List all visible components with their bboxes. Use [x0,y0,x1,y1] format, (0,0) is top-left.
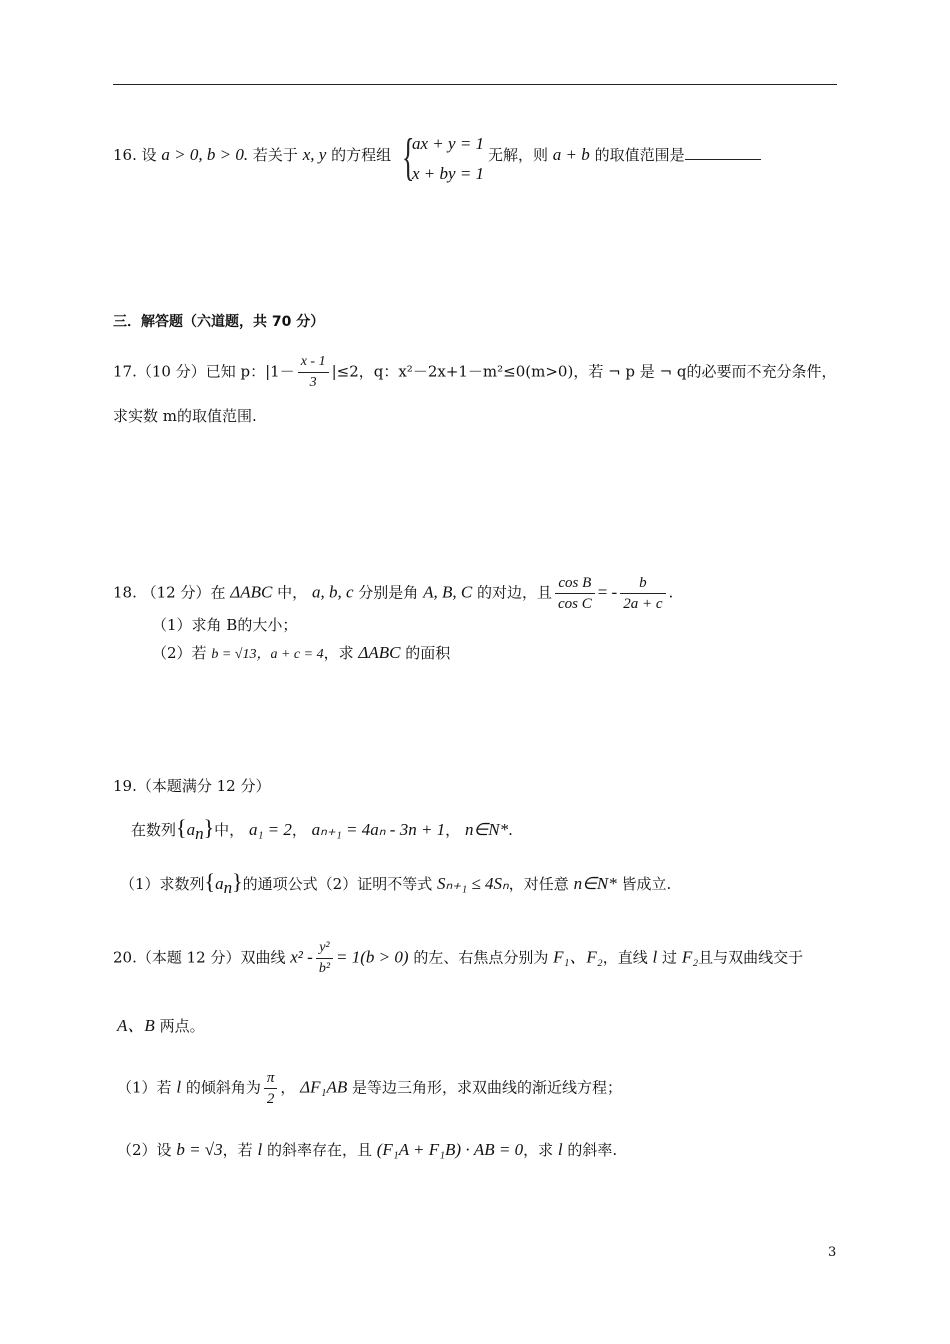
q20-foci: F₁、F₂ [553,947,603,967]
q18-part-2-text-2: ，求 [323,644,354,662]
q20-part-2 [117,1139,617,1161]
q20-hyperbola-rhs: = 1(b > 0) [336,947,409,967]
q18-text-1: 中， [277,583,308,602]
q18-part-2-triangle: ΔABC [358,643,401,662]
q20-part-1-l: l [176,1077,182,1097]
q19-comma-1: ， [291,821,307,839]
q20-hyperbola-numerator: y² [316,938,333,959]
q18-text-3: 的对边，且 [476,583,552,602]
q20-line-2-text: 两点。 [159,1017,205,1035]
q19-text-2: 中， [214,821,245,839]
q16-text-2: 的方程组 [331,146,392,164]
q20-part-1 [117,1068,622,1109]
page-number: 3 [828,1245,837,1260]
q19-sequence: a [186,820,196,839]
q20-part-2-text-5: 的斜率. [567,1141,618,1159]
q19-left-brace-2: { [204,869,216,894]
q18-fraction-2-numerator: b [620,573,665,594]
q17-line-2: 求实数 m的取值范围. [113,407,257,425]
q18-text-2: 分别是角 [358,583,419,602]
q19-part-2-text: 的通项公式（2）证明不等式 [242,875,433,893]
q19-line-1: 在数列$\{a_n\}$中， a₁ = 2， aₙ₊₁ = 4aₙ - 3n + 1， n∈N*. [131,815,513,843]
q16-text-4: 的取值范围是 [594,146,685,164]
q16-brace: { [402,129,415,186]
q18-angles: A, B, C [423,582,473,602]
q18-triangle: ΔABC [230,582,273,602]
q20-hyperbola-denominator: b² [318,961,331,976]
question-17 [113,352,837,393]
q18-fraction-1-denominator: cos C [557,596,592,612]
q20-text-1: 的左、右焦点分别为 [413,948,549,967]
q18-end: . [668,583,674,602]
q17-fraction-numerator: x - 1 [298,352,329,373]
q18-head: 18. （12 分）在 [113,583,226,602]
q19-period: . [508,821,513,839]
q20-hyperbola-x: x² - [290,947,313,967]
q19-domain: n∈N* [464,820,509,839]
q19-left-brace: { [176,815,187,840]
q20-angle-fraction [264,1068,278,1109]
q19-line-2: （1）求数列$\{a_n\}$的通项公式（2）证明不等式 Sₙ₊₁ ≤ 4Sₙ，对任意 n∈N* 皆成立. [120,869,672,897]
q20-text-2: ，直线 [602,948,648,967]
question-20 [113,938,803,979]
q16-vars: x, y [302,145,327,164]
q20-head: 20.（本题 12 分）双曲线 [113,948,286,967]
q19-sequence-2: a [215,874,224,893]
q20-part-2-l-2: l [557,1140,563,1159]
q19-text-3: ，对任意 [508,875,569,893]
q16-condition: a > 0, b > 0. [161,145,249,164]
q20-part-2-text-1: （2）设 [117,1141,172,1159]
q20-points: A、B [117,1016,155,1035]
q17-fraction-denominator: 3 [309,375,317,390]
q20-text-4: 且与双曲线交于 [698,948,804,967]
q18-sides: a, b, c [311,582,354,602]
q18-fraction-2-denominator: 2a + c [623,596,663,612]
q17-text-1: 17.（10 分）已知 p：|1－ [113,362,295,381]
q18-fraction-1-numerator: cos B [555,573,595,594]
q20-hyperbola-fraction [316,938,333,979]
q18-part-2 [152,642,450,666]
q20-angle-numerator: π [264,1068,278,1089]
q20-part-2-text-4: ，求 [523,1141,554,1159]
q19-right-brace-2: } [232,869,243,894]
q18-part-2-text-3: 的面积 [405,644,451,662]
header-rule [113,84,837,85]
q16-text-3: 无解，则 [488,146,549,164]
section-3-title: 三．解答题（六道题，共 70 分） [113,314,325,330]
q20-part-2-l: l [257,1140,263,1159]
q18-part-2-condition: b = √13，a + c = 4 [211,647,324,662]
q20-text-3: 过 [662,948,678,967]
q18-part-2-text-1: （2）若 [152,644,207,662]
q20-line-2 [117,1015,205,1037]
q19-text-4: 皆成立. [621,875,672,893]
q16-equation-system [402,129,492,190]
q20-part-2-text-2: ，若 [222,1141,253,1159]
question-18 [113,573,673,614]
q17-fraction [298,352,329,393]
q18-fraction-1 [555,573,595,614]
q18-part-1: （1）求角 B的大小； [152,616,298,634]
q16-answer-blank [685,145,761,160]
q19-inequality: Sₙ₊₁ ≤ 4Sₙ [437,874,509,893]
q16-equation-2: x + by = 1 [412,164,485,183]
question-16-tail [488,144,761,166]
q16-prefix: 16. 设 [113,146,157,164]
q16-equation-1: ax + y = 1 [412,134,485,153]
q20-part-2-text-3: 的斜率存在，且 [266,1141,372,1159]
q19-initial-term: a₁ = 2 [248,820,292,839]
q20-part-1-comma: ， [280,1078,296,1097]
q20-part-2-condition: b = √3 [176,1140,223,1159]
question-16 [113,144,391,166]
q20-part-1-text-3: 是等边三角形，求双曲线的渐近线方程； [352,1078,623,1097]
q19-domain-2: n∈N* [573,874,617,893]
q19-comma-2: ， [445,821,461,839]
q19-head: 19.（本题满分 12 分） [113,777,271,795]
q19-part-1-text: （1）求数列 [120,875,205,893]
q20-part-1-text-1: （1）若 [117,1078,172,1097]
q18-equals: = - [597,582,618,602]
q20-part-1-text-2: 的倾斜角为 [185,1078,261,1097]
q17-text-2: |≤2，q：x²－2x+1－m²≤0(m>0)，若 ¬ p 是 ¬ q的必要而不充分条件， [331,362,837,381]
q19-text-1: 在数列 [131,821,177,839]
q20-angle-denominator: 2 [266,1091,275,1107]
q20-part-2-vector-equation: (F₁A + F₁B) · AB = 0 [376,1140,524,1159]
q18-fraction-2 [620,573,665,614]
q16-text-1: 若关于 [252,146,298,164]
q19-recurrence: aₙ₊₁ = 4aₙ - 3n + 1 [311,820,446,839]
q19-right-brace: } [203,815,215,840]
q20-line-l: l [652,947,658,967]
q20-focus-f2: F₂ [681,947,699,967]
q20-part-1-triangle: ΔF₁AB [300,1077,348,1097]
q16-expression: a + b [552,145,590,164]
